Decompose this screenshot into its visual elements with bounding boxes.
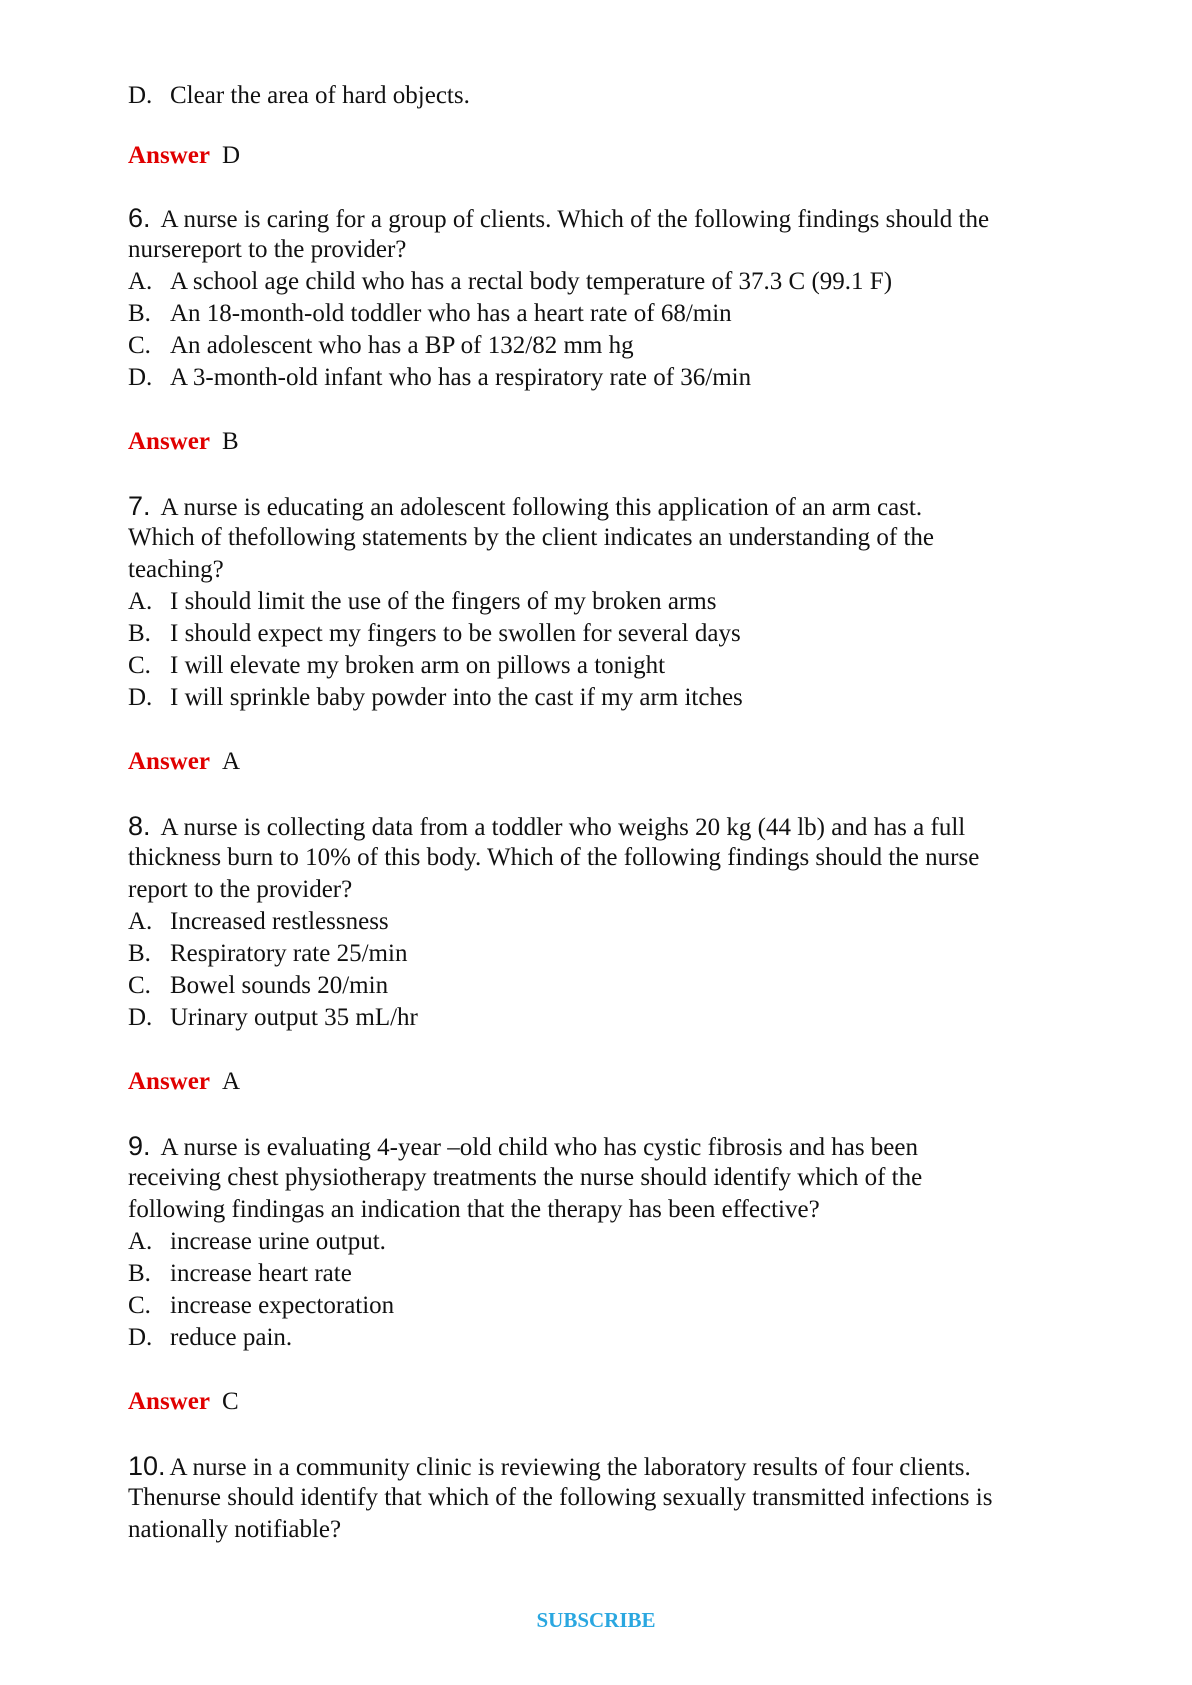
q6-stem-line-1	[128, 202, 989, 236]
option-letter: C.	[128, 652, 151, 679]
q7-option-b	[128, 618, 741, 650]
q8-option-d	[128, 1002, 418, 1034]
q7-stem-line-2: Which of thefollowing statements by the client indicates an understanding of the	[128, 524, 935, 551]
question-stem-text: A nurse is caring for a group of clients. Which of the following findings should the	[160, 206, 990, 233]
option-text: I will elevate my broken arm on pillows a tonight	[170, 652, 666, 679]
q6-option-a	[128, 266, 892, 298]
option-text: Bowel sounds 20/min	[170, 972, 389, 999]
q10-stem-line-2: Thenurse should identify that which of the following sexually transmitted infections is	[128, 1484, 993, 1511]
option-text: A 3-month-old infant who has a respiratory rate of 36/min	[170, 364, 752, 391]
q9-option-c	[128, 1290, 394, 1322]
answer-value: D	[221, 142, 240, 169]
q8-option-a	[128, 906, 389, 938]
q6-answer	[128, 426, 239, 458]
option-letter: C.	[128, 332, 151, 359]
q10-stem-line-1	[128, 1450, 971, 1484]
q6-option-c	[128, 330, 634, 362]
question-number: 6.	[128, 203, 151, 233]
prev-question-option-d	[128, 80, 470, 112]
q7-option-c	[128, 650, 665, 682]
question-number: 10.	[128, 1451, 166, 1481]
q6-option-b	[128, 298, 732, 330]
q9-option-a	[128, 1226, 386, 1258]
q9-answer	[128, 1386, 239, 1418]
answer-value: B	[221, 428, 239, 455]
option-text: I should limit the use of the fingers of my broken arms	[170, 588, 717, 615]
q8-stem-line-2: thickness burn to 10% of this body. Which of the following findings should the nurse	[128, 844, 980, 871]
option-text: A school age child who has a rectal body temperature of 37.3 C (99.1 F)	[170, 268, 893, 295]
option-text: Urinary output 35 mL/hr	[170, 1004, 418, 1031]
option-letter: A.	[128, 1228, 153, 1255]
q9-stem-line-3: following findingas an indication that the therapy has been effective?	[128, 1196, 820, 1223]
answer-label: Answer	[128, 1068, 210, 1095]
answer-value: A	[221, 748, 240, 775]
q9-option-d	[128, 1322, 292, 1354]
option-letter: D.	[128, 1324, 153, 1351]
prev-question-answer	[128, 140, 240, 172]
option-text: increase expectoration	[170, 1292, 395, 1319]
option-text: I should expect my fingers to be swollen for several days	[170, 620, 741, 647]
answer-label: Answer	[128, 1388, 210, 1415]
q8-option-b	[128, 938, 407, 970]
question-number: 8.	[128, 811, 151, 841]
question-stem-text: A nurse is evaluating 4-year –old child who has cystic fibrosis and has been	[160, 1134, 918, 1161]
option-letter: B.	[128, 940, 151, 967]
subscribe-link[interactable]: SUBSCRIBE	[536, 1608, 656, 1632]
question-number: 9.	[128, 1131, 151, 1161]
option-letter: A.	[128, 268, 153, 295]
option-text: An adolescent who has a BP of 132/82 mm hg	[170, 332, 634, 359]
option-text: reduce pain.	[170, 1324, 293, 1351]
q10-stem-line-3: nationally notifiable?	[128, 1516, 342, 1543]
answer-value: A	[221, 1068, 240, 1095]
option-letter: C.	[128, 1292, 151, 1319]
option-text: increase heart rate	[170, 1260, 352, 1287]
option-letter: D.	[128, 684, 153, 711]
answer-label: Answer	[128, 748, 210, 775]
answer-label: Answer	[128, 428, 210, 455]
option-letter: C.	[128, 972, 151, 999]
q6-option-d	[128, 362, 751, 394]
q7-option-a	[128, 586, 716, 618]
answer-label: Answer	[128, 142, 210, 169]
q9-stem-line-2: receiving chest physiotherapy treatments the nurse should identify which of the	[128, 1164, 923, 1191]
option-letter: B.	[128, 1260, 151, 1287]
option-text: An 18-month-old toddler who has a heart rate of 68/min	[170, 300, 732, 327]
q8-stem-line-3: report to the provider?	[128, 876, 353, 903]
q7-stem-line-3: teaching?	[128, 556, 224, 583]
q6-stem-line-2: nursereport to the provider?	[128, 236, 407, 263]
q7-answer	[128, 746, 240, 778]
option-letter: A.	[128, 588, 153, 615]
option-text: I will sprinkle baby powder into the cast if my arm itches	[170, 684, 743, 711]
q9-option-b	[128, 1258, 352, 1290]
q8-stem-line-1	[128, 810, 965, 844]
option-letter: B.	[128, 300, 151, 327]
question-number: 7.	[128, 491, 151, 521]
option-text: increase urine output.	[170, 1228, 386, 1255]
option-text: Respiratory rate 25/min	[170, 940, 408, 967]
q8-option-c	[128, 970, 388, 1002]
question-stem-text: A nurse in a community clinic is reviewing the laboratory results of four clients.	[169, 1454, 971, 1481]
q7-option-d	[128, 682, 743, 714]
q8-answer	[128, 1066, 240, 1098]
option-letter: D.	[128, 82, 153, 109]
option-text: Increased restlessness	[170, 908, 389, 935]
option-letter: D.	[128, 364, 153, 391]
option-text: Clear the area of hard objects.	[170, 82, 470, 109]
option-letter: B.	[128, 620, 151, 647]
question-stem-text: A nurse is collecting data from a toddler who weighs 20 kg (44 lb) and has a full	[160, 814, 966, 841]
answer-value: C	[221, 1388, 239, 1415]
question-stem-text: A nurse is educating an adolescent following this application of an arm cast.	[160, 494, 923, 521]
option-letter: A.	[128, 908, 153, 935]
q7-stem-line-1	[128, 490, 922, 524]
option-letter: D.	[128, 1004, 153, 1031]
q9-stem-line-1	[128, 1130, 918, 1164]
